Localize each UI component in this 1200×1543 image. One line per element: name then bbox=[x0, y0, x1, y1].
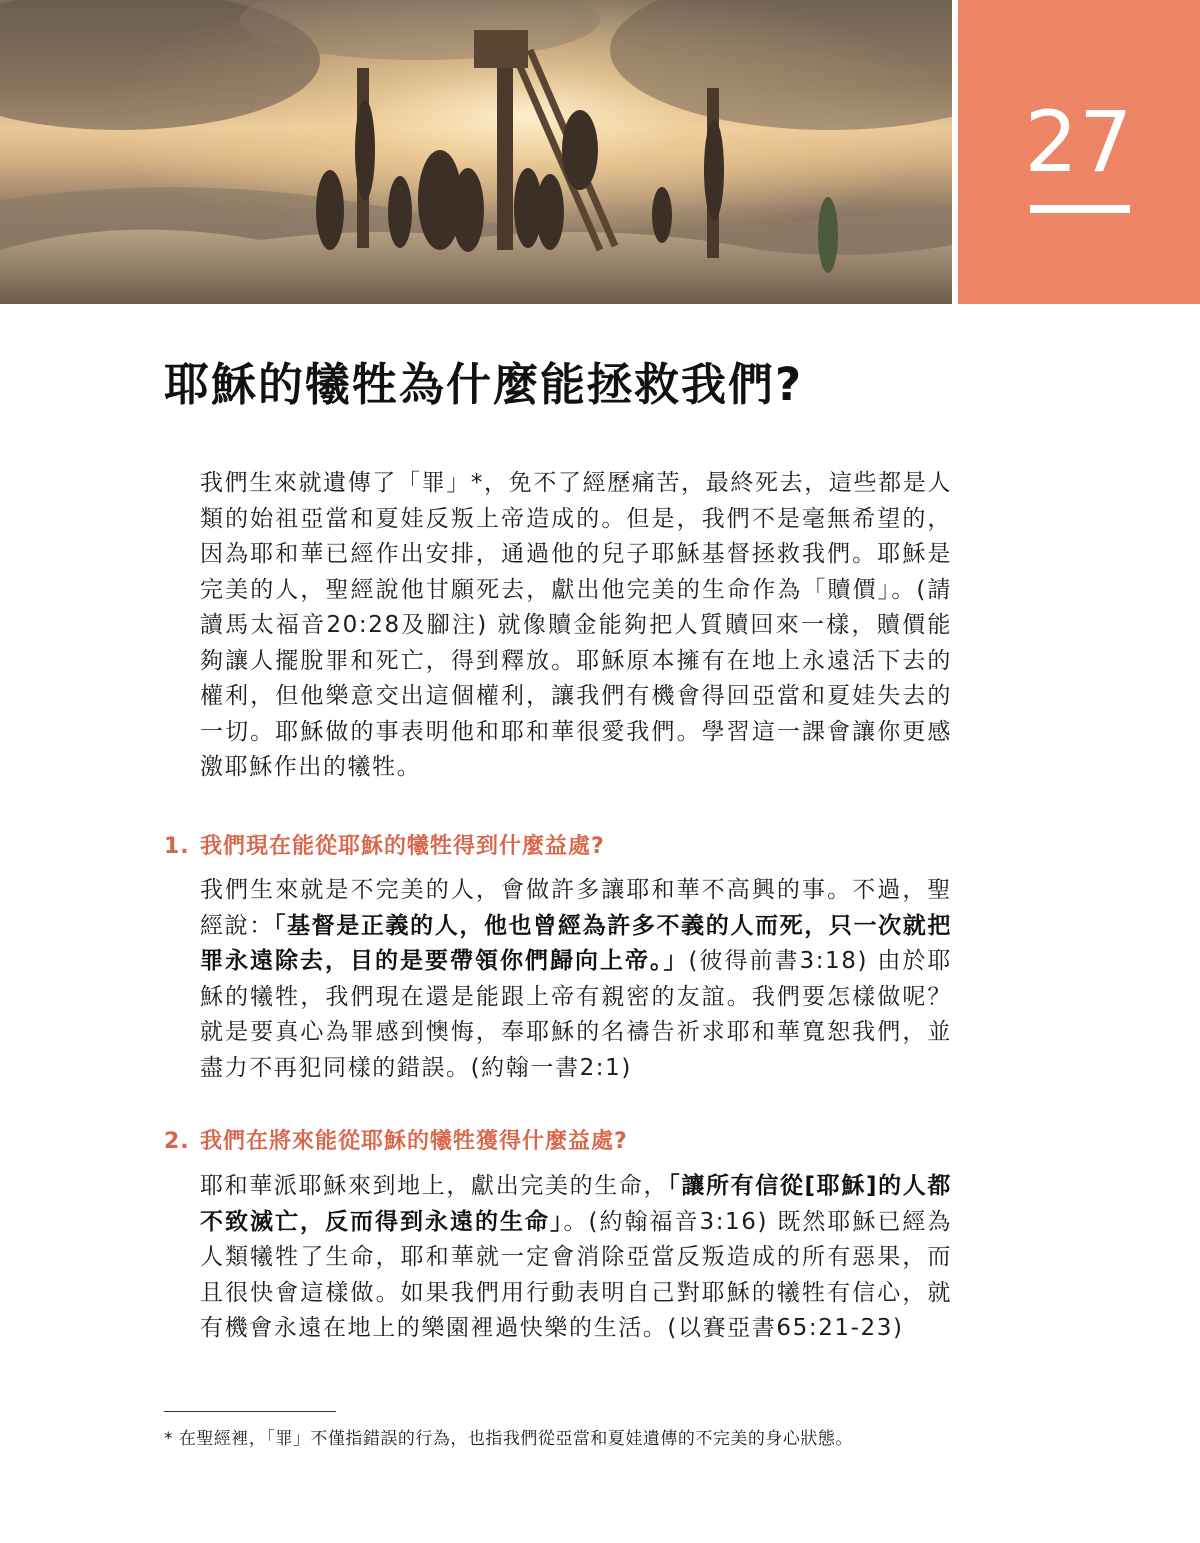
lesson-number-underline bbox=[1030, 205, 1130, 213]
question-2-number: 2. bbox=[164, 1129, 190, 1154]
lesson-number: 27 bbox=[1024, 93, 1134, 191]
section-1-paragraph bbox=[200, 873, 952, 1086]
section-2-lead: 耶和華派耶穌來到地上，獻出完美的生命， bbox=[200, 1173, 669, 1199]
section-1-quote: 「基督是正義的人，他也曾經為許多不義的人而死，只一次就把罪永遠除去，目的是要帶領你們歸向上帝。」 bbox=[200, 912, 952, 974]
question-1-heading bbox=[164, 832, 964, 862]
intro-section bbox=[200, 466, 952, 786]
section-2 bbox=[200, 1169, 952, 1347]
section-1 bbox=[200, 873, 952, 1086]
section-1-lead: 我們生來就是不完美的人，會做許多讓耶和華不高興的事。不過，聖經說： bbox=[200, 877, 952, 939]
question-2-heading bbox=[164, 1127, 964, 1157]
intro-paragraph: 我們生來就遺傳了「罪」*，免不了經歷痛苦，最終死去，這些都是人類的始祖亞當和夏娃反叛上帝造成的。但是，我們不是毫無希望的，因為耶和華已經作出安排，通過他的兒子耶穌基督拯救我們。耶穌是完美的人，聖經說他甘願死去，獻出他完美的生命作為「贖價」。(請讀馬太福音20:28及腳注) 就像贖金能夠把人質贖回來一樣，贖價能夠讓人擺脫罪和死亡，得到釋放。耶穌原本擁有在地上永遠活下去的權利，但他樂意交出這個權利，讓我們有機會得回亞當和夏娃失去的一切。耶穌做的事表明他和耶和華很愛我們。學習這一課會讓你更感激耶穌作出的犧牲。 bbox=[200, 470, 952, 780]
question-1-number: 1. bbox=[164, 834, 190, 859]
section-2-tail: 。(約翰福音3:16) 既然耶穌已經為人類犧牲了生命，耶和華就一定會消除亞當反叛造成的所有惡果，而且很快會這樣做。如果我們用行動表明自己對耶穌的犧牲有信心，就有機會永遠在地上的樂園裡過快樂的生活。(以賽亞書65:21-23) bbox=[200, 1208, 953, 1341]
section-1-tail: (彼得前書3:18) 由於耶穌的犧牲，我們現在還是能跟上帝有親密的友誼。我們要怎樣做呢？就是要真心為罪感到懊悔，奉耶穌的名禱告祈求耶和華寬恕我們，並盡力不再犯同樣的錯誤。(約翰一書2:1) bbox=[200, 948, 953, 1081]
page-title: 耶穌的犧牲為什麼能拯救我們? bbox=[164, 358, 804, 411]
lesson-number-box bbox=[958, 0, 1200, 304]
footnote-divider bbox=[164, 1411, 336, 1412]
question-1-text: 我們現在能從耶穌的犧牲得到什麼益處? bbox=[200, 834, 605, 859]
section-2-paragraph bbox=[200, 1169, 952, 1347]
section-2-quote: 「讓所有信從[耶穌]的人都不致滅亡，反而得到永遠的生命」 bbox=[200, 1173, 953, 1235]
crucifixion-scene-illustration bbox=[0, 0, 952, 304]
question-2-text: 我們在將來能從耶穌的犧牲獲得什麼益處? bbox=[200, 1129, 628, 1154]
footnote: * 在聖經裡，「罪」不僅指錯誤的行為，也指我們從亞當和夏娃遺傳的不完美的身心狀態。 bbox=[164, 1429, 853, 1449]
hero-image bbox=[0, 0, 952, 304]
